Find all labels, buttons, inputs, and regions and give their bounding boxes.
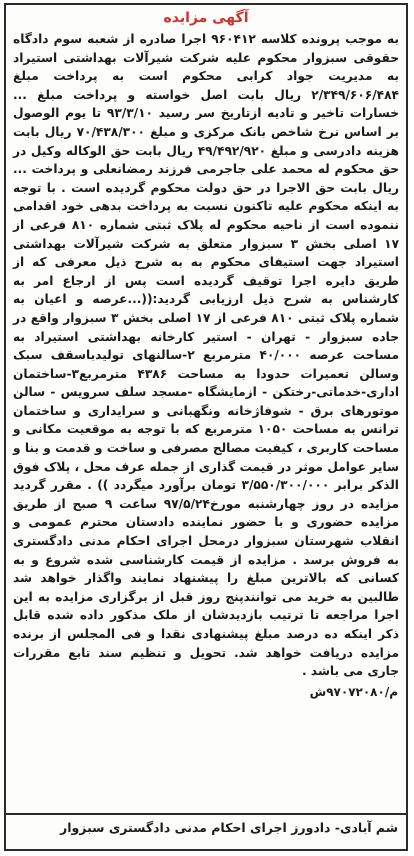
notice-body: به موجب پرونده کلاسه ۹۶۰۴۱۲ اجرا صادره از شعبه سوم دادگاه حقوقی سبزوار محکوم علیه شرکت شیرآلات بهداشتی استیراد به مدیریت جواد کرابی محکوم است به پرداخت مبلغ ۲/۳۴۹/۶۰۶/۴۸۴ ریال بابت اصل خواسته و پرداخت مبلغ ... خسارات تاخیر و تادیه ازتاریخ سر رسید ۹۳/۳/۱۰ تا یوم الوصول بر اساس نرخ شاخص بانک مرکزی و مبلغ ۷۰/۴۳۸/۳۰۰ ریال بابت هزینه دادرسی و مبلغ ۴۹/۴۹۲/۹۲۰ ریال بابت حق الوکاله وکیل در حق محکوم له محمد علی جاجرمی فرزند رمضانعلی و پرداخت ... ریال بابت حق الاجرا در حق دولت محکوم گردیده است . با توجه به اینکه محکوم علیه تاکنون نسبت به پرداخت بدهی خود اقدامی ننموده است از ناحیه محکوم له پلاک ثبتی شماره ۸۱۰ فرعی از ۱۷ اصلی بخش ۳ سبزوار متعلق به شرکت شیرآلات بهداشتی استیراد جهت استیفای محکوم به به شرح ذیل معرفی که از طریق دایره اجرا توقیف گردیده است پس از ارجاع امر به کارشناس به شرح ذیل ارزیابی گردید:((...عرصه و اعیان به شماره پلاک ثبتی ۸۱۰ فرعی از ۱۷ اصلی بخش ۳ سبزوار واقع در جاده سبزوار - تهران - استیر کارخانه بهداشتی استیراد به مساحت عرصه ۴۰/۰۰۰ مترمربع ۲-سالنهای تولیدباسقف سبک وسالن تعمیرات حدودا به مساحت ۴۳۸۶ مترمربع۳-ساختمان اداری-خدماتی-رختکن - ازمایشگاه -مسجد سلف سرویس - سالن موتورهای برق - شوفاژخانه ونگهبانی و سرایداری و ساختمان ترانس به مساحت ۱۰۵۰ مترمربع که با توجه به موقعیت مکانی و مساحت کاربری ، کیفیت مصالح مصرفی و ساخت و قدمت و بنا و سایر عوامل موثر در قیمت گذاری از جمله عرف محل ، پلاک فوق الذکر برابر ۳/۵۵۰/۳۰۰/۰۰۰ تومان برآورد میگردد )) . مقرر گردید مزایده در روز چهارشنبه مورخ۹۷/۵/۲۴ ساعت ۹ صبح از طریق مزایده حضوری و با حضور نماینده دادستان محترم عمومی و انقلاب شهرستان سبزوار درمحل اجرای احکام مدنی دادگستری به فروش برسد . مزایده از قیمت کارشناسی شده شروع و به کسانی که بالاترین مبلغ را پیشنهاد نمایند واگذار خواهد شد طالبین به خرید می توانندپنج روز قبل از برگزاری مزایده به این اجرا مراجعه تا ترتیب بازدیدشان از ملک مذکور داده شده قابل ذکر اینکه ده درصد مبلغ پیشنهادی نقدا و فی المجلس از برنده مزایده دریافت خواهد شد. تحویل و تنظیم سند تابع مقررات جاری می باشد . — [13, 32, 400, 679]
notice-title: آگهی مزایده — [163, 10, 249, 26]
reference-code: م/۹۷۰۷۲۰۸۰ش — [309, 684, 398, 699]
auction-notice — [4, 3, 408, 851]
signature-divider — [6, 813, 406, 815]
signature-line: شم آبادی- دادورز اجرای احکام مدنی دادگستری سبزوار — [60, 820, 398, 835]
